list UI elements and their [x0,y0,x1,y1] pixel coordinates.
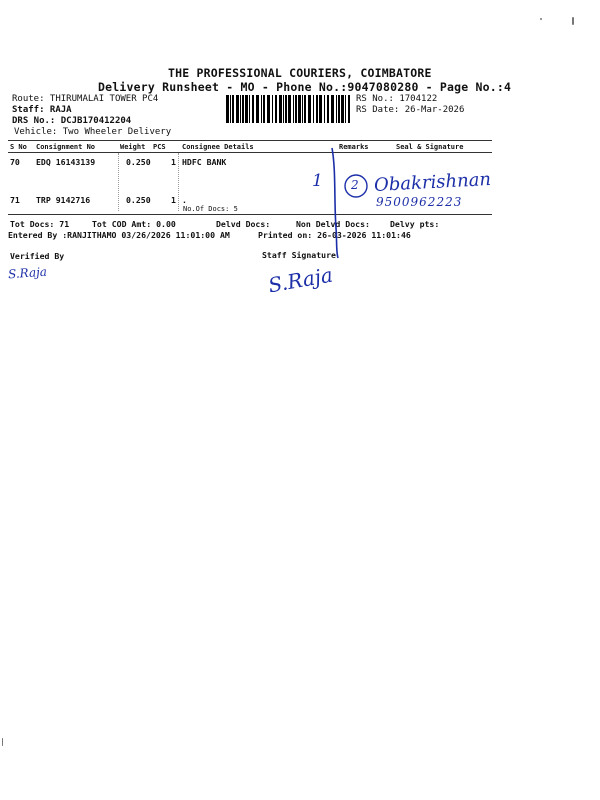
row-sno: 70 [10,157,20,167]
barcode-bar [272,95,273,123]
total-cod-amount: Tot COD Amt: 0.00 [92,219,176,229]
barcode-bar [341,95,344,123]
barcode-bar [338,95,340,123]
barcode-bar [256,95,259,123]
staff-name: Staff: RAJA [12,105,72,115]
barcode-bar [293,95,294,123]
col-consignee: Consignee Details [182,143,254,151]
barcode-bar [283,95,284,123]
barcode-bar [240,95,241,123]
rs-date: RS Date: 26-Mar-2026 [356,105,465,115]
barcode-bar [252,95,254,123]
barcode-bar [242,95,244,123]
barcode-bar [308,95,311,123]
row-doc-count: No.Of Docs: 5 [183,205,238,213]
scan-speck [540,18,542,20]
barcode-bar [261,95,262,123]
col-weight: Weight [120,143,146,151]
delivery-points: Delvy pts: [390,219,440,229]
column-divider [118,153,119,211]
row-weight: 0.250 [126,195,151,205]
barcode-bar [285,95,287,123]
row-weight: 0.250 [126,157,151,167]
barcode-bar [302,95,303,123]
barcode-bar [316,95,318,123]
remark-circled-number: 2 [351,178,359,192]
barcode-bar [236,95,239,123]
row-sno: 71 [10,195,20,205]
barcode-bar [298,95,301,123]
verified-signature: S.Raja [7,264,48,282]
barcode-bar [245,95,248,123]
scan-speck [572,17,574,25]
col-pcs: PCS [153,143,166,151]
total-docs: Tot Docs: 71 [10,219,70,229]
rs-number: RS No.: 1704122 [356,94,438,104]
staff-signature-label: Staff Signature [262,250,336,260]
company-title: THE PROFESSIONAL COURIERS, COIMBATORE [168,66,432,80]
barcode-bar [304,95,306,123]
staff-signature: S.Raja [266,262,335,298]
column-divider [178,153,179,211]
barcode-bar [336,95,337,123]
vehicle: Vehicle: Two Wheeler Delivery [14,127,172,137]
barcode-bar [345,95,346,123]
printed-on: Printed on: 26-03-2026 11:01:46 [258,230,411,240]
barcode-bar [319,95,322,123]
drs-number: DRS No.: DCJB170412204 [12,116,132,126]
barcode-bar [288,95,291,123]
remark-count: 1 [312,171,323,191]
row-consignee: HDFC BANK [182,157,227,167]
barcode-bar [295,95,297,123]
barcode-bar [263,95,265,123]
runsheet-subtitle: Delivery Runsheet - MO - Phone No.:9047080280 - Page No.:4 [98,80,512,94]
row-pcs: 1 [171,195,176,205]
barcode [226,95,352,123]
verified-by-label: Verified By [10,251,65,261]
barcode-bar [327,95,329,123]
row-consignment: EDQ 16143139 [36,157,96,167]
barcode-bar [313,95,314,123]
col-sno: S No [10,143,27,151]
barcode-bar [324,95,325,123]
barcode-bar [275,95,277,123]
row-consignment: TRP 9142716 [36,195,91,205]
barcode-bar [226,95,229,123]
receiver-phone: 9500962223 [376,195,463,209]
barcode-bar [267,95,270,123]
barcode-bar [348,95,350,123]
entered-by: Entered By :RANJITHAMO 03/26/2026 11:01:00 AM [8,230,230,240]
row-consignee: . [182,195,187,205]
route: Route: THIRUMALAI TOWER PC4 [12,94,159,104]
col-seal-signature: Seal & Signature [396,143,464,151]
delivered-docs: Delvd Docs: [216,219,271,229]
non-delivered-docs: Non Delvd Docs: [296,219,370,229]
col-consignment: Consignment No [36,143,96,151]
receiver-signature: Obakrishnan [373,168,492,197]
row-pcs: 1 [171,157,176,167]
barcode-bar [279,95,282,123]
col-remarks: Remarks [339,143,369,151]
barcode-bar [230,95,231,123]
barcode-bar [232,95,234,123]
barcode-bar [331,95,334,123]
barcode-bar [249,95,250,123]
scan-speck [2,738,3,746]
